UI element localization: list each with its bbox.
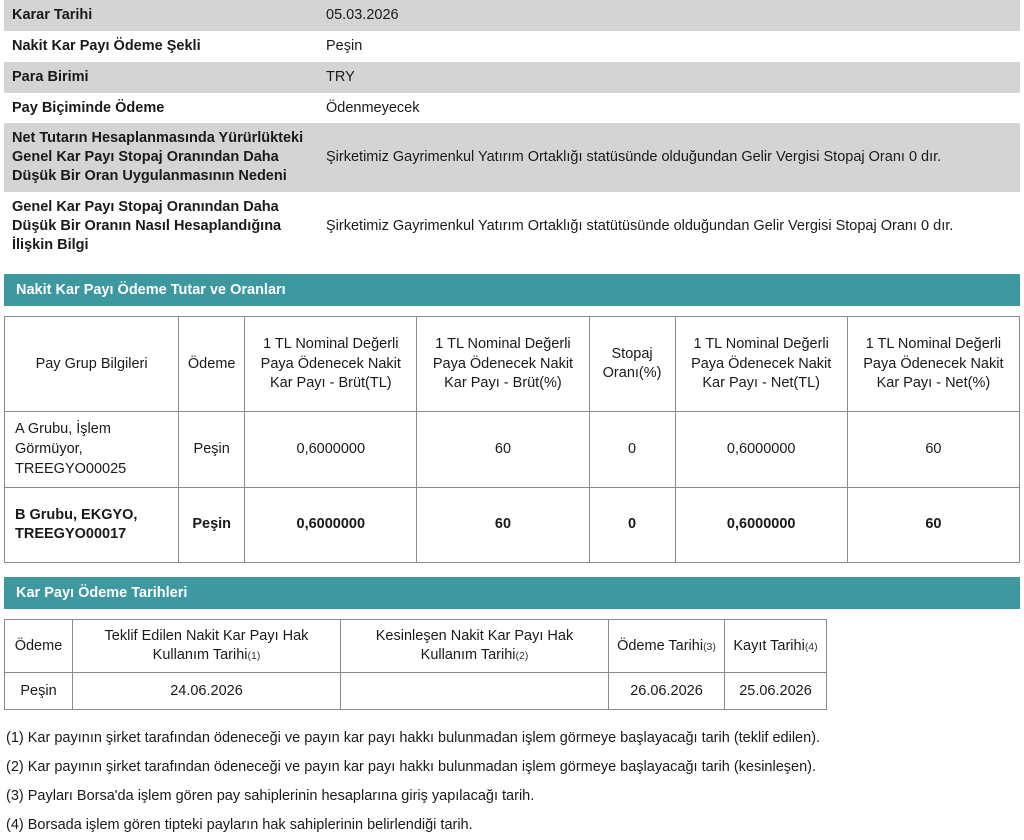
table-header-row (5, 317, 1020, 412)
column-header-odeme-tarihi (609, 620, 725, 673)
footnote-item: (4) Borsada işlem gören tipteki payların hak sahiplerinin belirlendiği tarih. (6, 817, 473, 834)
cell-pay-grup: A Grubu, İşlem Görmüyor, TREEGYO00025 (5, 412, 179, 488)
cell-stopaj: 0 (589, 488, 675, 563)
table-row (4, 31, 1020, 62)
table-row (4, 192, 1020, 261)
info-value: Ödenmeyecek (318, 93, 1020, 124)
footnote-marker: (1) (247, 650, 261, 663)
decision-info-table (4, 0, 1020, 260)
footnote-item: (2) Kar payının şirket tarafından ödeneceği ve payın kar payı hakkı bulunmadan işlem görmeye başlayacağı tarih (kesinleşen). (6, 759, 817, 776)
cell-net-tl: 0,6000000 (675, 488, 847, 563)
cell-stopaj: 0 (589, 412, 675, 488)
info-label: Para Birimi (4, 62, 318, 93)
table-row (4, 62, 1020, 93)
column-header-teklif-edilen (73, 620, 341, 673)
header-text: Kesinleşen Nakit Kar Payı Hak Kullanım Tarihi (375, 628, 574, 664)
info-value: Şirketimiz Gayrimenkul Yatırım Ortaklığı statütüsünde olduğundan Gelir Vergisi Stopaj Oranı 0 dır. (318, 192, 1020, 261)
info-label: Nakit Kar Payı Ödeme Şekli (4, 31, 318, 62)
info-value: Peşin (318, 31, 1020, 62)
cell-net-tl: 0,6000000 (675, 412, 847, 488)
column-header-net-pct: 1 TL Nominal Değerli Paya Ödenecek Nakit Kar Payı - Net(%) (847, 317, 1019, 412)
header-text: Teklif Edilen Nakit Kar Payı Hak Kullanım Tarihi (104, 628, 309, 664)
table-header-row (5, 620, 827, 673)
cell-odeme: Peşin (179, 412, 245, 488)
cell-brut-pct: 60 (417, 488, 589, 563)
column-header-brut-pct: 1 TL Nominal Değerli Paya Ödenecek Nakit Kar Payı - Brüt(%) (417, 317, 589, 412)
table-row (4, 0, 1020, 31)
cell-kesinlesen-tarih (341, 673, 609, 710)
table-row (4, 93, 1020, 124)
info-value: 05.03.2026 (318, 0, 1020, 31)
cell-brut-tl: 0,6000000 (245, 412, 417, 488)
cell-net-pct: 60 (847, 488, 1019, 563)
info-label: Net Tutarın Hesaplanmasında Yürürlükteki Genel Kar Payı Stopaj Oranından Daha Düşük Bir Oran Uygulanmasının Nedeni (4, 123, 318, 192)
cell-odeme: Peşin (5, 673, 73, 710)
footnote-marker: (3) (703, 640, 716, 653)
table-row (5, 412, 1020, 488)
table-row (5, 488, 1020, 563)
column-header-net-tl: 1 TL Nominal Değerli Paya Ödenecek Nakit Kar Payı - Net(TL) (675, 317, 847, 412)
cell-pay-grup: B Grubu, EKGYO, TREEGYO00017 (5, 488, 179, 563)
column-header-odeme: Ödeme (179, 317, 245, 412)
info-label: Genel Kar Payı Stopaj Oranından Daha Düşük Bir Oranın Nasıl Hesaplandığına İlişkin Bilgi (4, 192, 318, 261)
dates-section-title: Kar Payı Ödeme Tarihleri (4, 577, 1020, 609)
info-label: Pay Biçiminde Ödeme (4, 93, 318, 124)
column-header-odeme (5, 620, 73, 673)
footnote-marker: (2) (515, 650, 529, 663)
table-row (5, 673, 827, 710)
column-header-stopaj: Stopaj Oranı(%) (589, 317, 675, 412)
column-header-brut-tl: 1 TL Nominal Değerli Paya Ödenecek Nakit Kar Payı - Brüt(TL) (245, 317, 417, 412)
footnotes-list (4, 724, 1020, 840)
info-value: TRY (318, 62, 1020, 93)
dividend-amounts-table (4, 316, 1020, 563)
header-text: Ödeme Tarihi (617, 637, 704, 654)
column-header-kesinlesen (341, 620, 609, 673)
header-text: Ödeme (14, 637, 63, 654)
column-header-pay-grup: Pay Grup Bilgileri (5, 317, 179, 412)
info-value: Şirketimiz Gayrimenkul Yatırım Ortaklığı statüsünde olduğundan Gelir Vergisi Stopaj Oranı 0 dır. (318, 123, 1020, 192)
cell-brut-tl: 0,6000000 (245, 488, 417, 563)
cell-net-pct: 60 (847, 412, 1019, 488)
footnote-item: (1) Kar payının şirket tarafından ödeneceği ve payın kar payı hakkı bulunmadan işlem görmeye başlayacağı tarih (teklif edilen). (6, 730, 821, 747)
info-label: Karar Tarihi (4, 0, 318, 31)
amounts-section-title: Nakit Kar Payı Ödeme Tutar ve Oranları (4, 274, 1020, 306)
table-row (4, 123, 1020, 192)
header-text: Kayıt Tarihi (733, 637, 805, 654)
footnote-marker: (4) (804, 640, 818, 653)
column-header-kayit-tarihi (725, 620, 827, 673)
cell-kayit-tarihi: 25.06.2026 (725, 673, 827, 710)
cell-odeme: Peşin (179, 488, 245, 563)
cell-brut-pct: 60 (417, 412, 589, 488)
cell-odeme-tarihi: 26.06.2026 (609, 673, 725, 710)
payment-dates-table (4, 619, 827, 710)
footnote-item: (3) Payları Borsa'da işlem gören pay sahiplerinin hesaplarına giriş yapılacağı tarih. (6, 788, 535, 805)
cell-teklif-edilen-tarih: 24.06.2026 (73, 673, 341, 710)
